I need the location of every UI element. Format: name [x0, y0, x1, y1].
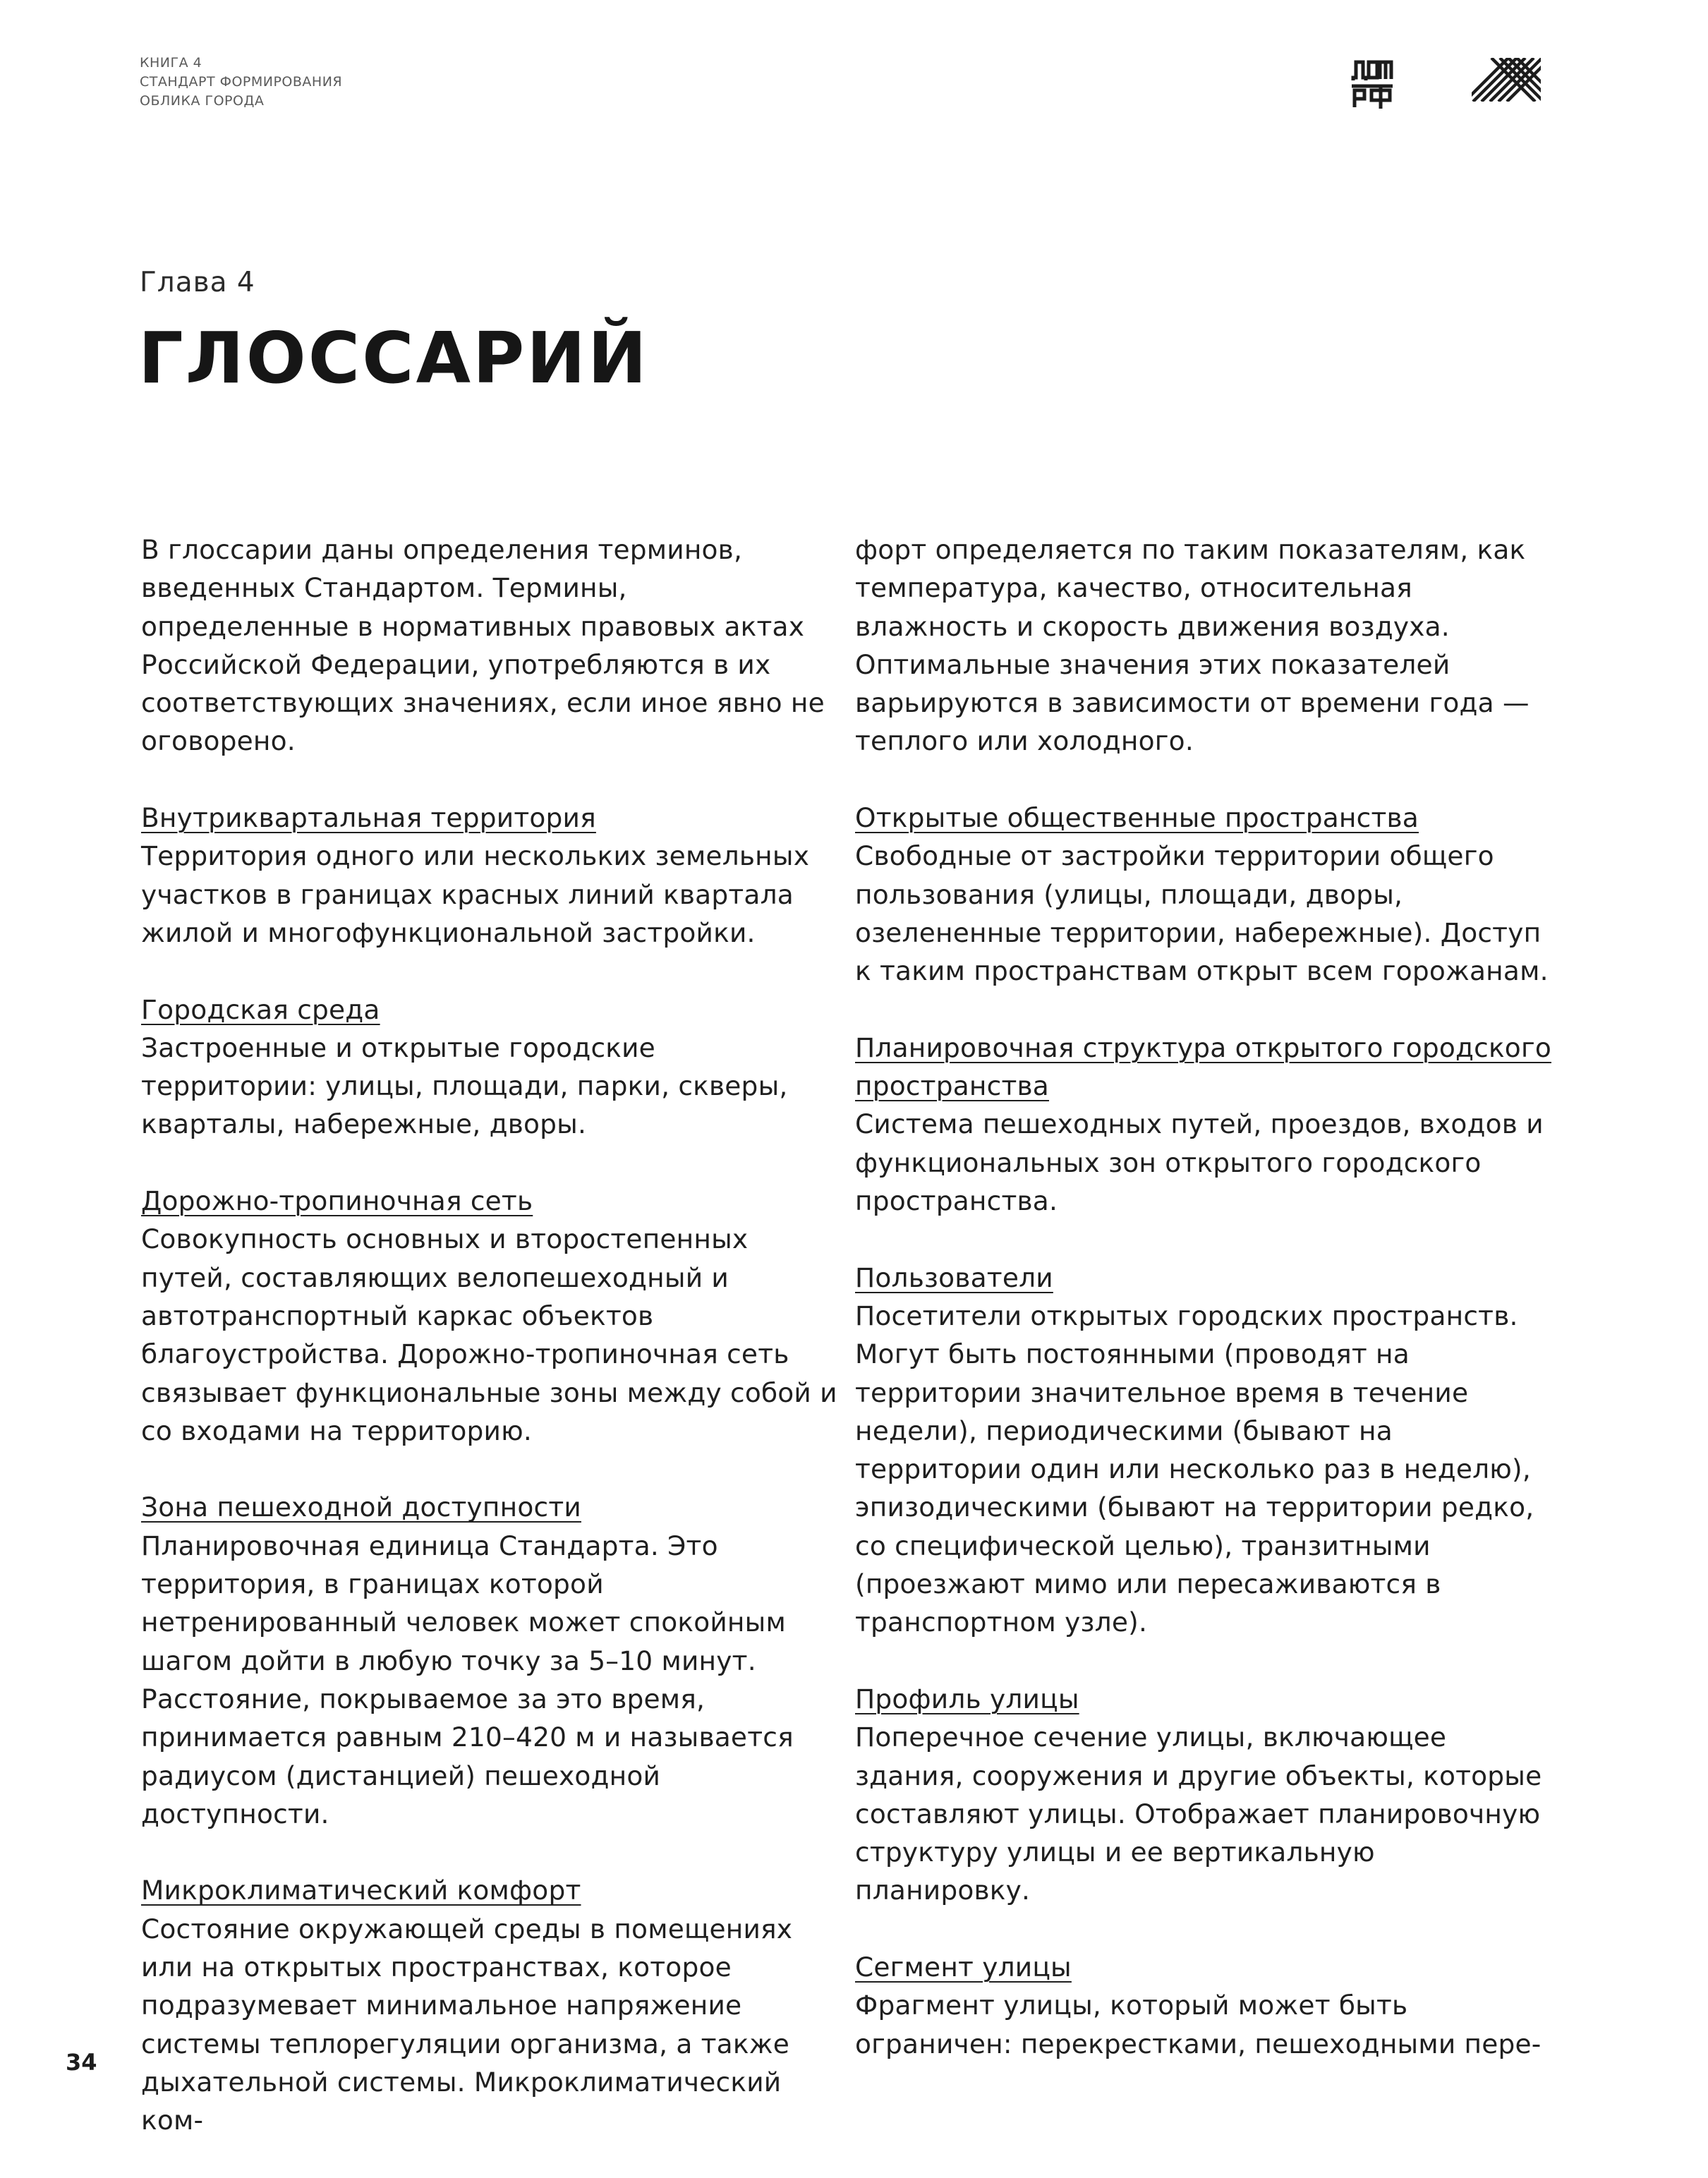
glossary-definition: Поперечное сечение улицы, включающее здания, сооружения и другие объекты, которые составляют улицы. Отображает планировочную структуру улицы и ее вертикальную планировку.: [855, 1722, 1542, 1906]
glossary-term: Зона пешеходной доступности: [141, 1492, 581, 1523]
header-line-standard: СТАНДАРТ ФОРМИРОВАНИЯ: [140, 74, 343, 90]
glossary-definition: Застроенные и открытые городские территории: улицы, площади, парки, скверы, кварталы, набережные, дворы.: [141, 1031, 788, 1140]
glossary-term: Сегмент улицы: [855, 1951, 1072, 1983]
book-header: [140, 54, 342, 111]
glossary-entry: [141, 1871, 840, 2139]
page-title: ГЛОССАРИЙ: [138, 317, 649, 399]
left-column: [141, 531, 840, 2178]
glossary-entry: [855, 1029, 1553, 1220]
page-number: 34: [66, 2049, 97, 2076]
glossary-definition: Состояние окружающей среды в помещениях или на открытых пространствах, которое подразумевает минимальное напряжение системы теплорегуляции организма, а также дыхательной системы. Микроклиматический ком-: [141, 1913, 793, 2136]
glossary-entry: [855, 1259, 1553, 1642]
glossary-term: Профиль улицы: [855, 1683, 1079, 1714]
header-line-book: КНИГА 4: [140, 55, 202, 71]
glossary-entry: [855, 1948, 1553, 2063]
glossary-entry: [855, 799, 1553, 990]
right-column: [855, 531, 1553, 2101]
glossary-term: Открытые общественные пространства: [855, 802, 1419, 834]
glossary-term: Планировочная структура открытого городского пространства: [855, 1031, 1551, 1102]
glossary-entry: [141, 1182, 840, 1450]
intro-paragraph: В глоссарии даны определения терминов, введенных Стандартом. Термины, определенные в нормативных правовых актах Российской Федерации, употребляются в их соответствующих значениях, если иное явно не оговорено.: [141, 534, 825, 757]
glossary-definition: Планировочная единица Стандарта. Это территория, в границах которой нетренированный человек может спокойным шагом дойти в любую точку за 5–10 минут. Расстояние, покрываемое за это время, принимается равным 210–420 м и называется радиусом (дистанцией) пешеходной доступности.: [141, 1530, 794, 1829]
glossary-definition: Система пешеходных путей, проездов, входов и функциональных зон открытого городского пространства.: [855, 1108, 1544, 1217]
glossary-term: Дорожно-тропиночная сеть: [141, 1185, 533, 1217]
glossary-entry: [141, 991, 840, 1144]
glossary-definition: Посетители открытых городских пространств. Могут быть постоянными (проводят на территории значительное время в течение недели), периодическими (бывают на территории один или несколько раз в неделю), эпизодическими (бывают на территории редко, со специфической целью), транзитными (проезжают мимо или пересаживаются в транспортном узле).: [855, 1300, 1534, 1638]
glossary-definition: Фрагмент улицы, который может быть ограничен: перекрестками, пешеходными пере-: [855, 1990, 1542, 2059]
glossary-entry: [141, 1488, 840, 1833]
glossary-term: Городская среда: [141, 993, 380, 1025]
hatch-pattern-logo: [1472, 58, 1541, 102]
continued-definition: форт определяется по таким показателям, как температура, качество, относительная влажность и скорость движения воздуха. Оптимальные значения этих показателей варьируются в зависимости от времени года — теплого или холодного.: [855, 534, 1530, 757]
glossary-entry: [141, 799, 840, 952]
glossary-term: Микроклиматический комфорт: [141, 1875, 581, 1906]
chapter-label: Глава 4: [140, 267, 255, 298]
glossary-definition: Совокупность основных и второстепенных путей, составляющих велопешеходный и автотранспортный каркас объектов благоустройства. Дорожно-тропиночная сеть связывает функциональные зоны между собой и со входами на территорию.: [141, 1223, 837, 1446]
dom-rf-logo: [1350, 58, 1394, 110]
glossary-term: Внутриквартальная территория: [141, 802, 596, 834]
glossary-term: Пользователи: [855, 1262, 1053, 1293]
glossary-definition: Свободные от застройки территории общего пользования (улицы, площади, дворы, озелененные территории, набережные). Доступ к таким пространствам открыт всем горожанам.: [855, 840, 1549, 987]
glossary-entry: [855, 1680, 1553, 1910]
header-line-city: ОБЛИКА ГОРОДА: [140, 93, 265, 109]
glossary-definition: Территория одного или нескольких земельных участков в границах красных линий квартала жилой и многофункциональной застройки.: [141, 840, 810, 948]
